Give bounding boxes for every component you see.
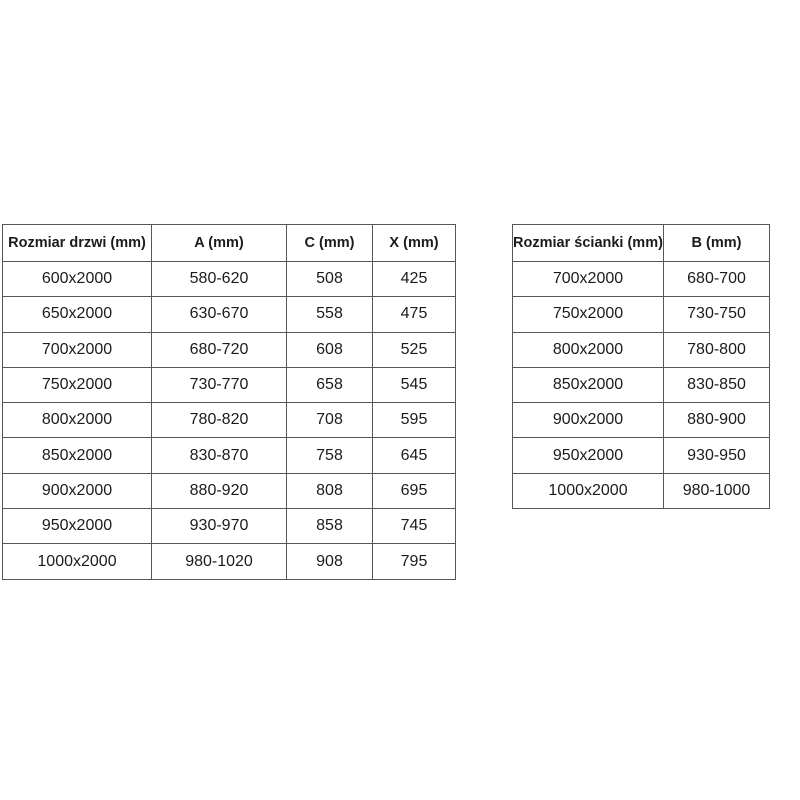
table-row	[513, 438, 770, 473]
table-row	[513, 473, 770, 508]
table-row	[513, 403, 770, 438]
table-cell: 780-800	[664, 332, 770, 367]
table-cell: 800x2000	[513, 332, 664, 367]
table-cell: 800x2000	[3, 403, 152, 438]
table-cell: 680-700	[664, 262, 770, 297]
table-cell: 580-620	[152, 262, 287, 297]
table-cell: 745	[373, 509, 456, 544]
table-row	[3, 438, 456, 473]
table-cell: 545	[373, 367, 456, 402]
table-row	[3, 332, 456, 367]
table-cell: 830-850	[664, 367, 770, 402]
table-cell: 900x2000	[513, 403, 664, 438]
table-cell: 830-870	[152, 438, 287, 473]
table-row	[513, 367, 770, 402]
table-cell: 900x2000	[3, 473, 152, 508]
table-cell: 908	[287, 544, 373, 579]
column-header: C (mm)	[287, 225, 373, 262]
door-table-header-row	[3, 225, 456, 262]
table-cell: 780-820	[152, 403, 287, 438]
table-cell: 730-750	[664, 297, 770, 332]
table-cell: 880-920	[152, 473, 287, 508]
table-cell: 595	[373, 403, 456, 438]
table-cell: 658	[287, 367, 373, 402]
door-sizes-table	[2, 224, 456, 580]
table-cell: 425	[373, 262, 456, 297]
table-cell: 608	[287, 332, 373, 367]
table-cell: 758	[287, 438, 373, 473]
table-cell: 730-770	[152, 367, 287, 402]
table-cell: 858	[287, 509, 373, 544]
table-cell: 525	[373, 332, 456, 367]
table-cell: 950x2000	[513, 438, 664, 473]
table-cell: 808	[287, 473, 373, 508]
column-header: A (mm)	[152, 225, 287, 262]
table-row	[3, 297, 456, 332]
table-cell: 650x2000	[3, 297, 152, 332]
table-cell: 880-900	[664, 403, 770, 438]
column-header: Rozmiar ścianki (mm)	[513, 225, 664, 262]
table-cell: 850x2000	[513, 367, 664, 402]
wall-sizes-table	[512, 224, 770, 509]
table-cell: 795	[373, 544, 456, 579]
table-cell: 980-1020	[152, 544, 287, 579]
table-cell: 475	[373, 297, 456, 332]
table-row	[3, 403, 456, 438]
table-cell: 600x2000	[3, 262, 152, 297]
wall-table-header-row	[513, 225, 770, 262]
table-cell: 558	[287, 297, 373, 332]
table-cell: 700x2000	[3, 332, 152, 367]
table-row	[513, 332, 770, 367]
table-cell: 750x2000	[3, 367, 152, 402]
table-row	[3, 262, 456, 297]
table-row	[3, 509, 456, 544]
table-cell: 850x2000	[3, 438, 152, 473]
table-cell: 700x2000	[513, 262, 664, 297]
table-row	[3, 367, 456, 402]
column-header: Rozmiar drzwi (mm)	[3, 225, 152, 262]
table-cell: 1000x2000	[513, 473, 664, 508]
table-row	[513, 297, 770, 332]
table-cell: 750x2000	[513, 297, 664, 332]
column-header: X (mm)	[373, 225, 456, 262]
table-cell: 930-950	[664, 438, 770, 473]
table-row	[513, 262, 770, 297]
table-cell: 695	[373, 473, 456, 508]
table-cell: 680-720	[152, 332, 287, 367]
table-cell: 630-670	[152, 297, 287, 332]
table-cell: 708	[287, 403, 373, 438]
table-row	[3, 473, 456, 508]
table-cell: 930-970	[152, 509, 287, 544]
table-cell: 950x2000	[3, 509, 152, 544]
table-cell: 980-1000	[664, 473, 770, 508]
table-cell: 1000x2000	[3, 544, 152, 579]
table-cell: 645	[373, 438, 456, 473]
column-header: B (mm)	[664, 225, 770, 262]
table-cell: 508	[287, 262, 373, 297]
table-row	[3, 544, 456, 579]
